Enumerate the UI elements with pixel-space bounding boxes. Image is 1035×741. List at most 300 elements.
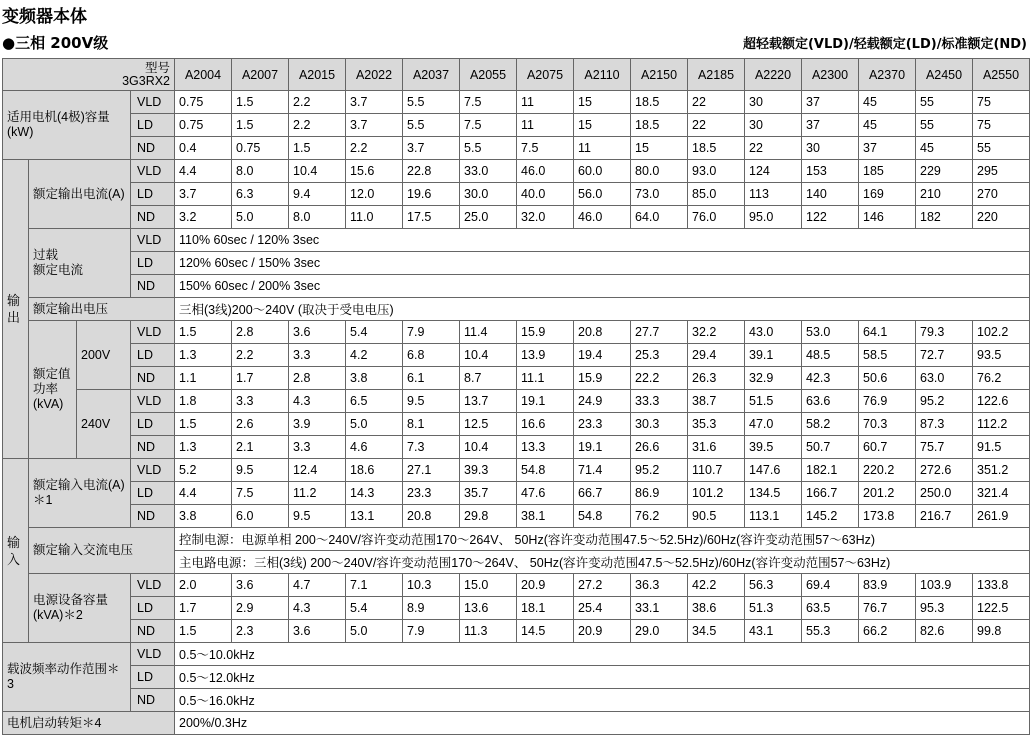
input-current-value xyxy=(802,505,859,528)
output-current-value xyxy=(916,183,973,206)
power-v200-value-text: 22.2 xyxy=(635,371,660,385)
capacity-value xyxy=(688,597,745,620)
motor-value xyxy=(745,91,802,114)
motor-value xyxy=(403,91,460,114)
motor-value xyxy=(517,137,574,160)
capacity-value xyxy=(403,620,460,643)
power-v240-value-text: 38.7 xyxy=(692,394,717,408)
power-v200-value-text: 1.3 xyxy=(179,348,197,362)
model-header xyxy=(403,59,460,91)
overload-value-text: 120% 60sec / 150% 3sec xyxy=(179,256,321,270)
output-current-value xyxy=(574,183,631,206)
capacity-rating-code xyxy=(131,620,175,643)
model-header-text: A2015 xyxy=(298,67,336,82)
motor-value xyxy=(973,137,1030,160)
torque-row xyxy=(3,712,1030,735)
power-v200-value xyxy=(631,321,688,344)
power-v200-value xyxy=(346,321,403,344)
input-current-value-text: 216.7 xyxy=(920,509,952,523)
power-v240-value xyxy=(688,413,745,436)
output-current-row-ld xyxy=(3,183,1030,206)
power-v240-value xyxy=(460,436,517,459)
power-v240-value xyxy=(232,413,289,436)
output-current-value-text: 210 xyxy=(920,187,941,201)
power-v240-value xyxy=(631,390,688,413)
motor-value xyxy=(916,137,973,160)
model-header xyxy=(175,59,232,91)
power-v200-value-text: 72.7 xyxy=(920,348,945,362)
power-v240-rating-code-text: ND xyxy=(137,440,156,454)
input-current-rating-code xyxy=(131,459,175,482)
capacity-value xyxy=(745,620,802,643)
model-header xyxy=(232,59,289,91)
power-v200-value xyxy=(745,321,802,344)
input-current-value-text: 35.7 xyxy=(464,486,489,500)
power-v200-value xyxy=(688,344,745,367)
output-current-value xyxy=(745,206,802,229)
motor-value xyxy=(346,114,403,137)
motor-value xyxy=(346,137,403,160)
power-v200-value-text: 3.8 xyxy=(350,371,368,385)
input-current-value xyxy=(175,505,232,528)
power-v200-value-text: 43.0 xyxy=(749,325,774,339)
torque-value xyxy=(175,712,1030,735)
output-current-value xyxy=(175,183,232,206)
capacity-value xyxy=(574,620,631,643)
power-v200-value-text: 32.2 xyxy=(692,325,717,339)
power-v240-value xyxy=(916,436,973,459)
motor-value-text: 30 xyxy=(806,141,820,155)
capacity-value xyxy=(574,574,631,597)
model-header-text: A2004 xyxy=(184,67,222,82)
capacity-value-text: 15.0 xyxy=(464,578,489,592)
output-voltage-label-text: 额定输出电压 xyxy=(33,301,109,316)
capacity-value-text: 4.3 xyxy=(293,601,311,615)
output-current-value xyxy=(973,160,1030,183)
output-current-value-text: 229 xyxy=(920,164,941,178)
power-v200-value xyxy=(631,344,688,367)
input-current-value-text: 182.1 xyxy=(806,463,838,477)
power-v240-value-text: 87.3 xyxy=(920,417,945,431)
power-voltage-label-text: 200V xyxy=(81,348,111,362)
output-current-value xyxy=(403,206,460,229)
power-v200-value xyxy=(517,344,574,367)
power-v200-value-text: 11.4 xyxy=(464,325,488,339)
power-v200-value xyxy=(859,321,916,344)
output-group-label-text: 输出 xyxy=(7,293,21,325)
output-current-value-text: 169 xyxy=(863,187,884,201)
input-current-value xyxy=(745,482,802,505)
output-current-value xyxy=(688,206,745,229)
capacity-value xyxy=(688,574,745,597)
power-v200-value-text: 13.9 xyxy=(521,348,546,362)
capacity-value xyxy=(688,620,745,643)
power-v240-value xyxy=(859,413,916,436)
overload-row-nd xyxy=(3,275,1030,298)
input-current-value-text: 351.2 xyxy=(977,463,1009,477)
model-label-line1: 型号 xyxy=(145,60,171,75)
capacity-value-text: 11.3 xyxy=(464,624,488,638)
motor-value xyxy=(517,114,574,137)
input-voltage-control xyxy=(175,528,1030,551)
torque-label-text: 电机启动转矩＊4 xyxy=(7,715,102,730)
capacity-rating-code-text: LD xyxy=(137,601,153,615)
carrier-rating-code-text: LD xyxy=(137,670,153,684)
output-current-value-text: 85.0 xyxy=(692,187,717,201)
power-v240-rating-code-text: LD xyxy=(137,417,153,431)
model-header-text: A2007 xyxy=(241,67,279,82)
power-v240-value xyxy=(346,436,403,459)
power-v240-value xyxy=(517,390,574,413)
capacity-value-text: 1.5 xyxy=(179,624,197,638)
power-v240-value xyxy=(403,436,460,459)
input-current-value xyxy=(574,505,631,528)
motor-value xyxy=(289,114,346,137)
motor-value xyxy=(460,137,517,160)
overload-label-label-line1: 过载 xyxy=(33,248,59,262)
motor-value-text: 1.5 xyxy=(236,95,254,109)
output-current-value xyxy=(973,183,1030,206)
motor-value-text: 15 xyxy=(635,141,649,155)
power-v240-value-text: 35.3 xyxy=(692,417,717,431)
output-current-value-text: 113 xyxy=(749,187,769,201)
torque-label xyxy=(3,712,175,735)
motor-value xyxy=(802,137,859,160)
power-v200-value xyxy=(403,344,460,367)
power-v200-value xyxy=(574,344,631,367)
power-v200-rating-code-text: ND xyxy=(137,371,156,385)
model-header xyxy=(916,59,973,91)
input-current-value-text: 261.9 xyxy=(977,509,1009,523)
capacity-value xyxy=(175,620,232,643)
power-v240-value-text: 13.3 xyxy=(521,440,546,454)
output-current-value xyxy=(574,206,631,229)
power-v240-value xyxy=(745,390,802,413)
input-current-label-text: 额定输入电流(A)＊1 xyxy=(33,478,125,507)
input-current-value-text: 23.3 xyxy=(407,486,432,500)
model-header xyxy=(973,59,1030,91)
capacity-value xyxy=(175,574,232,597)
input-current-value-text: 166.7 xyxy=(806,486,838,500)
power-v240-rating-code-text: VLD xyxy=(137,394,162,408)
output-current-value xyxy=(460,183,517,206)
motor-value xyxy=(916,114,973,137)
capacity-row-nd xyxy=(3,620,1030,643)
output-current-value xyxy=(745,160,802,183)
power-v200-value-text: 6.8 xyxy=(407,348,425,362)
output-current-value-text: 11.0 xyxy=(350,210,374,224)
power-v200-value xyxy=(517,367,574,390)
output-current-value xyxy=(232,160,289,183)
power-v200-rating-code-text: LD xyxy=(137,348,153,362)
output-current-value xyxy=(403,160,460,183)
input-current-value-text: 134.5 xyxy=(749,486,781,500)
power-v240-value xyxy=(973,390,1030,413)
overload-value-text: 110% 60sec / 120% 3sec xyxy=(179,233,320,247)
motor-row-vld xyxy=(3,91,1030,114)
power-v200-value xyxy=(688,321,745,344)
power-v240-value-text: 51.5 xyxy=(749,394,774,408)
input-current-value xyxy=(517,482,574,505)
input-current-value xyxy=(745,459,802,482)
motor-value-text: 45 xyxy=(920,141,934,155)
capacity-label xyxy=(29,574,131,643)
motor-value-text: 75 xyxy=(977,118,991,132)
power-v200-value-text: 50.6 xyxy=(863,371,888,385)
output-current-value xyxy=(517,160,574,183)
overload-rating-code xyxy=(131,229,175,252)
input-voltage-control-row xyxy=(3,528,1030,551)
motor-value xyxy=(574,114,631,137)
motor-value-text: 5.5 xyxy=(407,95,425,109)
capacity-value xyxy=(232,597,289,620)
output-current-row-nd xyxy=(3,206,1030,229)
motor-value xyxy=(973,114,1030,137)
power-v200-value xyxy=(175,321,232,344)
power-v240-value xyxy=(232,436,289,459)
motor-value xyxy=(232,91,289,114)
motor-value-text: 5.5 xyxy=(407,118,425,132)
output-current-value-text: 25.0 xyxy=(464,210,489,224)
capacity-value xyxy=(802,574,859,597)
capacity-value-text: 63.5 xyxy=(806,601,831,615)
capacity-value xyxy=(859,574,916,597)
model-header xyxy=(745,59,802,91)
power-v200-value-text: 2.8 xyxy=(236,325,254,339)
output-current-value-text: 30.0 xyxy=(464,187,489,201)
input-current-value xyxy=(916,505,973,528)
output-group-label xyxy=(3,160,29,459)
motor-value-text: 3.7 xyxy=(350,118,368,132)
input-current-value xyxy=(403,482,460,505)
output-current-value xyxy=(802,206,859,229)
capacity-value-text: 27.2 xyxy=(578,578,603,592)
capacity-value-text: 5.0 xyxy=(350,624,368,638)
power-v240-value xyxy=(802,390,859,413)
output-current-value xyxy=(232,183,289,206)
power-v240-value-text: 19.1 xyxy=(578,440,603,454)
motor-value-text: 7.5 xyxy=(464,118,482,132)
output-current-rating-code-text: ND xyxy=(137,210,156,224)
power-v200-value xyxy=(517,321,574,344)
power-v240-value xyxy=(460,413,517,436)
output-current-value-text: 182 xyxy=(920,210,941,224)
input-current-value-text: 20.8 xyxy=(407,509,432,523)
input-current-value-text: 3.8 xyxy=(179,509,197,523)
motor-value-text: 55 xyxy=(920,95,934,109)
power-v240-value-text: 26.6 xyxy=(635,440,660,454)
power-v200-value-text: 10.4 xyxy=(464,348,489,362)
power-v240-value xyxy=(574,436,631,459)
power-v240-value-text: 70.3 xyxy=(863,417,888,431)
capacity-value xyxy=(346,597,403,620)
power-v240-value xyxy=(460,390,517,413)
carrier-value xyxy=(175,689,1030,712)
output-current-value xyxy=(175,160,232,183)
input-current-value xyxy=(517,505,574,528)
capacity-value-text: 83.9 xyxy=(863,578,888,592)
output-current-value-text: 146 xyxy=(863,210,884,224)
capacity-rating-code-text: VLD xyxy=(137,578,162,592)
input-current-value xyxy=(346,459,403,482)
output-current-value xyxy=(973,206,1030,229)
input-current-value-text: 66.7 xyxy=(578,486,603,500)
motor-value xyxy=(574,137,631,160)
model-header xyxy=(688,59,745,91)
power-v240-value-text: 19.1 xyxy=(521,394,546,408)
input-current-value-text: 250.0 xyxy=(920,486,952,500)
input-current-value-text: 95.2 xyxy=(635,463,660,477)
power-v240-value-text: 2.6 xyxy=(236,417,254,431)
input-current-value xyxy=(916,482,973,505)
output-current-value-text: 140 xyxy=(806,187,827,201)
input-group-label xyxy=(3,459,29,643)
motor-value xyxy=(745,114,802,137)
overload-value xyxy=(175,275,1030,298)
output-current-value xyxy=(802,183,859,206)
output-current-value xyxy=(175,206,232,229)
output-current-value xyxy=(916,206,973,229)
power-v200-value xyxy=(802,344,859,367)
power-v200-value-text: 15.9 xyxy=(521,325,546,339)
power-v200-value xyxy=(175,367,232,390)
power-v200-row-nd xyxy=(3,367,1030,390)
input-voltage-control-text: 控制电源：电源单相 200～240V/容许变动范围170～264V、 50Hz(容许变动范围47.5～52.5Hz)/60Hz(容许变动范围57～63Hz) xyxy=(179,533,876,547)
power-v240-value-text: 33.3 xyxy=(635,394,660,408)
motor-value xyxy=(175,91,232,114)
input-current-value xyxy=(802,482,859,505)
power-v200-value-text: 2.8 xyxy=(293,371,311,385)
output-current-value xyxy=(631,183,688,206)
input-current-value xyxy=(631,459,688,482)
power-v240-value-text: 3.3 xyxy=(293,440,311,454)
output-current-value-text: 60.0 xyxy=(578,164,603,178)
overload-rating-code-text: ND xyxy=(137,279,156,293)
input-current-rating-code-text: ND xyxy=(137,509,156,523)
input-current-value xyxy=(973,459,1030,482)
power-v200-value-text: 1.1 xyxy=(179,371,197,385)
input-current-value-text: 14.3 xyxy=(350,486,375,500)
motor-value-text: 2.2 xyxy=(293,118,311,132)
model-header-text: A2110 xyxy=(584,67,620,82)
input-current-rating-code-text: LD xyxy=(137,486,153,500)
power-v240-value xyxy=(973,413,1030,436)
input-current-value-text: 113.1 xyxy=(749,509,780,523)
power-v200-value xyxy=(973,367,1030,390)
capacity-value xyxy=(859,597,916,620)
power-v240-value xyxy=(688,390,745,413)
capacity-value-text: 36.3 xyxy=(635,578,660,592)
capacity-value xyxy=(973,574,1030,597)
power-v240-value xyxy=(802,413,859,436)
capacity-value-text: 122.5 xyxy=(977,601,1009,615)
power-v240-value xyxy=(916,390,973,413)
output-current-value-text: 32.0 xyxy=(521,210,546,224)
motor-value-text: 3.7 xyxy=(350,95,368,109)
power-v240-value xyxy=(175,436,232,459)
input-current-value-text: 54.8 xyxy=(521,463,546,477)
power-v200-value xyxy=(403,321,460,344)
carrier-rating-code-text: ND xyxy=(137,693,156,707)
power-v200-value xyxy=(859,367,916,390)
capacity-value-text: 38.6 xyxy=(692,601,717,615)
input-current-rating-code xyxy=(131,505,175,528)
input-current-value xyxy=(289,482,346,505)
model-header-text: A2370 xyxy=(868,67,906,82)
output-current-value xyxy=(460,160,517,183)
motor-value-text: 22 xyxy=(692,118,706,132)
model-header-text: A2037 xyxy=(412,67,450,82)
output-current-value-text: 15.6 xyxy=(350,164,375,178)
output-current-value-text: 93.0 xyxy=(692,164,717,178)
output-current-value-text: 19.6 xyxy=(407,187,432,201)
motor-value-text: 15 xyxy=(578,95,592,109)
power-v240-value-text: 7.3 xyxy=(407,440,425,454)
capacity-value xyxy=(517,574,574,597)
input-current-value-text: 220.2 xyxy=(863,463,895,477)
output-current-value-text: 295 xyxy=(977,164,998,178)
power-v240-value-text: 60.7 xyxy=(863,440,888,454)
carrier-label xyxy=(3,643,131,712)
motor-value-text: 0.4 xyxy=(179,141,197,155)
power-v240-value-text: 112.2 xyxy=(977,417,1008,431)
power-v200-value xyxy=(232,367,289,390)
input-current-value-text: 321.4 xyxy=(977,486,1009,500)
power-v240-value xyxy=(859,436,916,459)
overload-rating-code-text: LD xyxy=(137,256,153,270)
capacity-value-text: 25.4 xyxy=(578,601,603,615)
input-current-value-text: 6.0 xyxy=(236,509,254,523)
motor-value xyxy=(517,91,574,114)
motor-value xyxy=(175,137,232,160)
input-current-value-text: 39.3 xyxy=(464,463,489,477)
motor-rating-code xyxy=(131,137,175,160)
input-current-value xyxy=(859,459,916,482)
power-v200-value xyxy=(802,321,859,344)
input-current-value xyxy=(802,459,859,482)
carrier-rating-code xyxy=(131,643,175,666)
power-v200-value-text: 42.3 xyxy=(806,371,831,385)
power-v200-value xyxy=(973,344,1030,367)
input-current-value-text: 71.4 xyxy=(578,463,603,477)
capacity-value-text: 10.3 xyxy=(407,578,432,592)
input-current-value-text: 173.8 xyxy=(863,509,895,523)
carrier-row-ld xyxy=(3,666,1030,689)
power-v240-value xyxy=(517,413,574,436)
power-v240-value-text: 76.9 xyxy=(863,394,888,408)
output-current-value xyxy=(802,160,859,183)
capacity-value xyxy=(916,574,973,597)
power-v200-value-text: 5.4 xyxy=(350,325,368,339)
overload-row-vld xyxy=(3,229,1030,252)
motor-value xyxy=(859,137,916,160)
power-v240-value xyxy=(403,413,460,436)
power-v240-value-text: 6.5 xyxy=(350,394,368,408)
power-v200-value-text: 48.5 xyxy=(806,348,831,362)
output-current-value xyxy=(289,183,346,206)
output-current-row-vld xyxy=(3,160,1030,183)
power-v240-value xyxy=(973,436,1030,459)
output-current-rating-code xyxy=(131,206,175,229)
power-v240-value xyxy=(916,413,973,436)
output-current-value xyxy=(916,160,973,183)
output-voltage-value xyxy=(175,298,1030,321)
motor-value-text: 2.2 xyxy=(350,141,368,155)
motor-rating-code xyxy=(131,114,175,137)
power-v240-value-text: 16.6 xyxy=(521,417,546,431)
motor-value-text: 45 xyxy=(863,95,877,109)
capacity-value-text: 34.5 xyxy=(692,624,717,638)
